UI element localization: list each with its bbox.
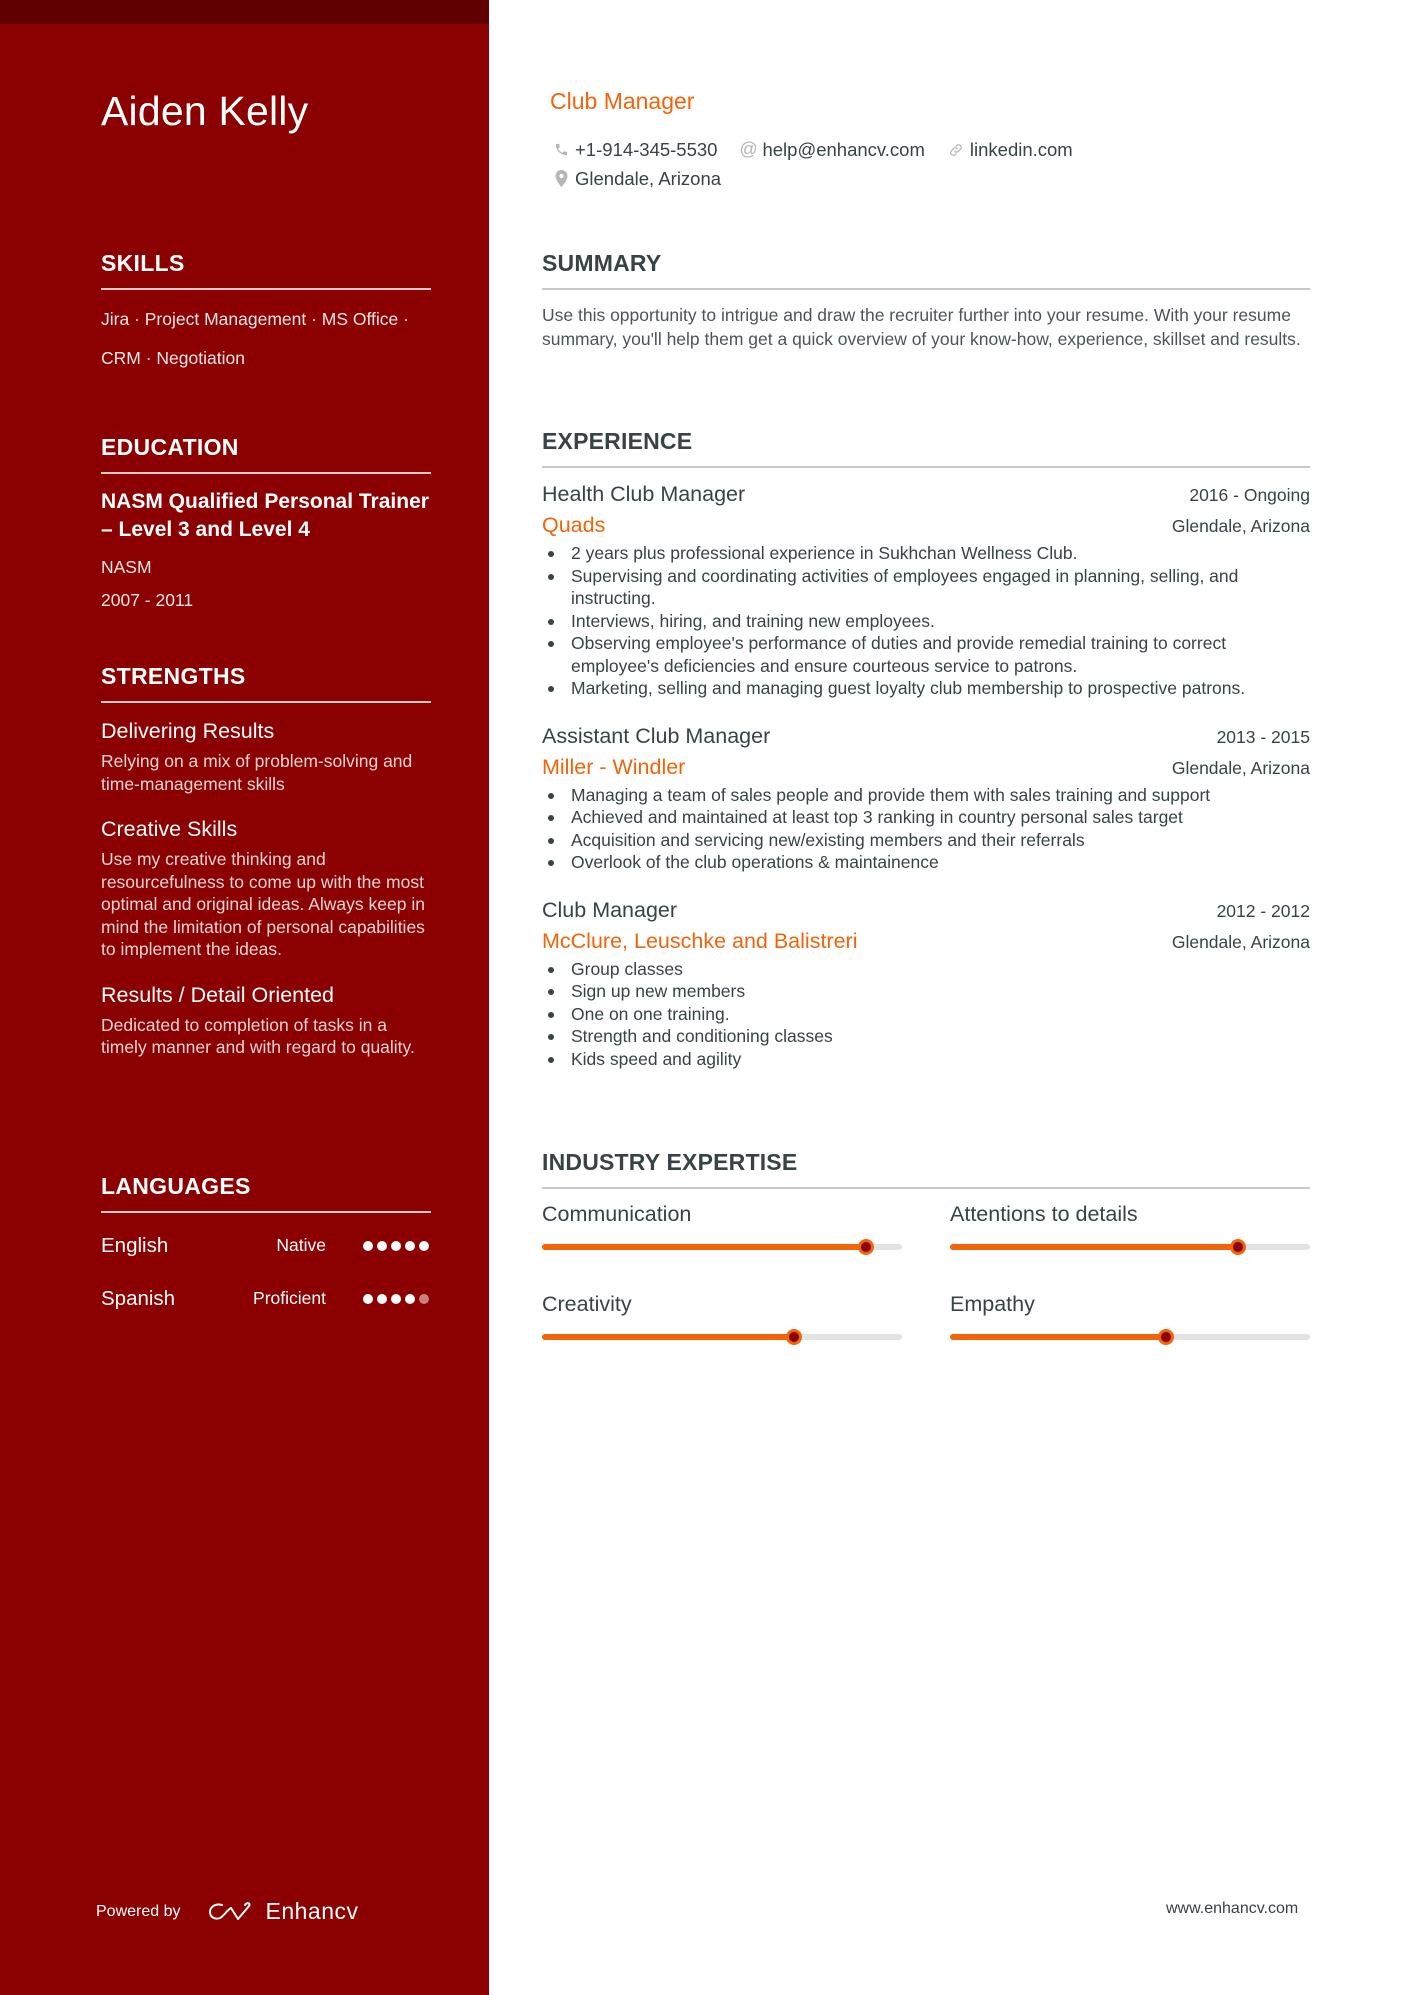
rating-dot [405,1294,415,1304]
experience-bullets [542,784,1310,874]
bullet-item: Kids speed and agility [542,1048,1310,1071]
rating-dot [405,1241,415,1251]
strength-title: Creative Skills [101,817,238,841]
experience-role: Club Manager [542,897,678,922]
experience-company: McClure, Leuschke and Balistreri [542,928,858,953]
skills-line: CRM · Negotiation [101,348,245,368]
contact-row [552,164,1292,193]
experience-role: Assistant Club Manager [542,723,771,748]
expertise-item [542,1200,902,1290]
language-name: English [101,1233,169,1257]
skills-line: Jira · Project Management · MS Office · [101,309,409,329]
location-text: Glendale, Arizona [575,167,722,189]
contact-row [552,135,1292,164]
expertise-bar [542,1334,902,1340]
bullet-item: Interviews, hiring, and training new employees. [542,610,1310,633]
contact-email[interactable] [739,139,924,161]
strengths-section [101,663,431,1059]
expertise-label: Empathy [950,1292,1035,1316]
bullet-item: Supervising and coordinating activities of employees engaged in planning, selling, and instructing. [542,565,1310,610]
rating-dot [363,1241,373,1251]
contact-link[interactable] [947,139,1073,161]
expertise-bar-knob [1230,1239,1246,1255]
job-title: Club Manager [550,88,695,114]
bullet-item: Achieved and maintained at least top 3 ranking in country personal sales target [542,806,1310,829]
powered-by-label: Powered by [96,1902,181,1920]
languages-list [101,1219,431,1325]
bullet-item: Sign up new members [542,980,1310,1003]
bullet-item: One on one training. [542,1003,1310,1026]
education-degree: NASM Qualified Personal Trainer – Level 3 and Level 4 [101,490,429,541]
bullet-item: Strength and conditioning classes [542,1025,1310,1048]
experience-dates: 2013 - 2015 [1216,726,1310,747]
skills-section [101,250,431,378]
expertise-bar-knob [786,1329,802,1345]
bullet-item: Group classes [542,958,1310,981]
bullet-item: Observing employee's performance of duties and provide remedial training to correct employee's deficiencies and ensure courteous service to patrons. [542,632,1310,677]
expertise-item [950,1290,1310,1380]
experience-dates: 2016 - Ongoing [1189,485,1310,505]
experience-company: Miller - Windler [542,754,686,779]
rating-dot [419,1294,429,1304]
education-heading: EDUCATION [101,434,431,474]
skills-heading: SKILLS [101,250,431,290]
rating-dot [377,1241,387,1251]
expertise-bar-knob [1158,1329,1174,1345]
rating-dot [363,1294,373,1304]
summary-section [542,250,1310,351]
strength-description: Relying on a mix of problem-solving and time-management skills [101,751,413,794]
phone-number: +1-914-345-5530 [575,138,718,160]
expertise-grid [542,1200,1310,1380]
expertise-bar-fill [950,1334,1166,1340]
experience-heading: EXPERIENCE [542,428,1310,468]
phone-icon [552,141,570,159]
expertise-item [950,1200,1310,1290]
experience-company: Quads [542,513,606,537]
at-sign-icon: @ [739,139,758,159]
strength-item [101,981,431,1059]
contact-phone[interactable] [552,139,717,161]
industry-expertise-heading: INDUSTRY EXPERTISE [542,1149,1310,1189]
experience-dates: 2012 - 2012 [1216,900,1310,921]
skills-list [101,300,431,378]
strength-description: Use my creative thinking and resourcefulness to come up with the most optimal and original ideas. Always keep in mind the limitation of personal capabilities to implement the ideas. [101,849,425,959]
strength-description: Dedicated to completion of tasks in a timely manner and with regard to quality. [101,1014,415,1057]
experience-item [542,898,1310,1071]
rating-dot [391,1294,401,1304]
rating-dot [419,1241,429,1251]
rating-dot [377,1294,387,1304]
expertise-label: Creativity [542,1292,632,1316]
summary-text: Use this opportunity to intrigue and draw the recruiter further into your resume. With your resume summary, you'll help them get a quick overview of your know-how, experience, skillset and results. [542,305,1301,349]
bullet-item: Marketing, selling and managing guest loyalty club membership to prospective patrons. [542,677,1310,700]
enhancv-brand: Enhancv [265,1898,359,1924]
footer-website-link[interactable]: www.enhancv.com [1166,1900,1299,1917]
language-name: Spanish [101,1286,176,1310]
education-section [101,434,431,611]
experience-location: Glendale, Arizona [1171,931,1310,952]
language-rating-dots [363,1294,429,1304]
powered-by [96,1898,359,1925]
email-address: help@enhancv.com [762,138,925,160]
sidebar-top-band [0,0,489,24]
expertise-bar-fill [542,1244,866,1250]
bullet-item: Overlook of the club operations & maintainence [542,851,1310,874]
expertise-bar-knob [858,1239,874,1255]
contact-info [552,135,1292,193]
expertise-label: Attentions to details [950,1202,1138,1226]
summary-heading: SUMMARY [542,250,1310,290]
expertise-bar [950,1244,1310,1250]
sidebar [0,0,489,1995]
location-pin-icon [552,170,570,188]
experience-role: Health Club Manager [542,482,746,506]
expertise-bar [542,1244,902,1250]
expertise-bar-fill [950,1244,1238,1250]
expertise-label: Communication [542,1202,692,1226]
experience-location: Glendale, Arizona [1171,757,1310,778]
rating-dot [391,1241,401,1251]
experience-bullets [542,542,1310,700]
language-level: Proficient [253,1288,326,1308]
link-text: linkedin.com [969,138,1073,160]
expertise-bar [950,1334,1310,1340]
expertise-bar-fill [542,1334,794,1340]
enhancv-logo-icon [208,1900,254,1924]
bullet-item: Acquisition and servicing new/existing members and their referrals [542,829,1310,852]
experience-item [542,724,1310,874]
industry-expertise-section [542,1149,1310,1380]
contact-location [552,168,721,190]
bullet-item: Managing a team of sales people and provide them with sales training and support [542,784,1310,807]
strength-item [101,815,431,961]
link-icon [947,141,965,159]
strengths-heading: STRENGTHS [101,663,431,703]
experience-item [542,482,1310,700]
expertise-item [542,1290,902,1380]
experience-location: Glendale, Arizona [1171,516,1310,536]
strength-title: Results / Detail Oriented [101,982,335,1007]
language-item [101,1272,431,1325]
languages-section [101,1173,431,1325]
education-school: NASM [101,557,152,577]
strength-title: Delivering Results [101,719,275,743]
experience-section [542,428,1310,1070]
strength-item [101,717,431,795]
enhancv-logo[interactable] [208,1898,359,1925]
language-rating-dots [363,1241,429,1251]
candidate-name: Aiden Kelly [101,88,309,134]
bullet-item: 2 years plus professional experience in Sukhchan Wellness Club. [542,542,1310,565]
languages-heading: LANGUAGES [101,1173,431,1213]
education-years: 2007 - 2011 [101,590,194,610]
language-item [101,1219,431,1272]
language-level: Native [276,1235,326,1255]
experience-bullets [542,958,1310,1071]
